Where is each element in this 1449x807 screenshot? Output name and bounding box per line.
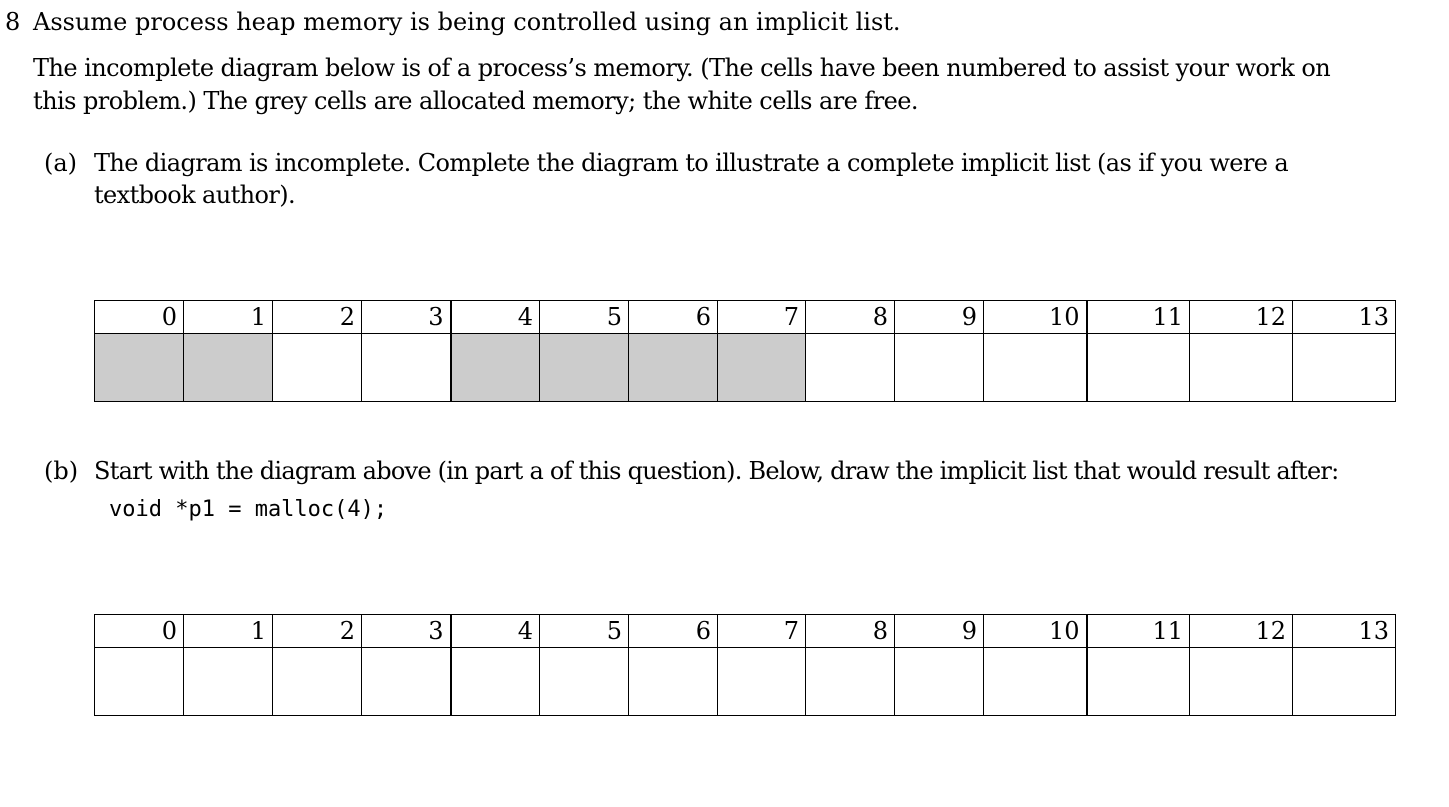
cell-number-10: 10 [984,301,1087,334]
memory-cell-2 [273,334,362,402]
memory-cell-0 [95,648,184,716]
memory-cell-12 [1190,334,1293,402]
cell-number-8: 8 [806,615,895,648]
memory-diagram-b [94,614,1396,716]
cell-number-13: 13 [1293,615,1396,648]
cell-number-6: 6 [629,301,718,334]
memory-cell-1 [184,648,273,716]
cell-number-1: 1 [184,615,273,648]
memory-cell-11 [1087,334,1190,402]
memory-cell-3 [362,334,451,402]
memory-cell-11 [1087,648,1190,716]
intro-line-2: this problem.) The grey cells are allocated memory; the white cells are free. [33,87,919,115]
cell-number-5: 5 [540,615,629,648]
memory-cell-10 [984,334,1087,402]
memory-cell-1 [184,334,273,402]
part-b-label: (b) [44,457,79,485]
memory-cell-6 [629,648,718,716]
cell-number-12: 12 [1190,615,1293,648]
part-a-label: (a) [44,149,78,177]
part-a-line-1: The diagram is incomplete. Complete the diagram to illustrate a complete implicit list (as if you were a [94,149,1289,177]
cell-number-7: 7 [718,301,806,334]
malloc-code: void *p1 = malloc(4); [109,497,388,522]
cell-number-3: 3 [362,615,451,648]
memory-cell-12 [1190,648,1293,716]
memory-cell-6 [629,334,718,402]
memory-cell-8 [806,648,895,716]
memory-cell-4 [451,334,540,402]
part-a-line-2: textbook author). [94,181,296,209]
cell-number-0: 0 [95,615,184,648]
cell-number-11: 11 [1087,301,1190,334]
cell-number-2: 2 [273,615,362,648]
question-number: 8 [5,8,21,36]
memory-cell-7 [718,648,806,716]
cell-number-1: 1 [184,301,273,334]
cell-number-5: 5 [540,301,629,334]
cell-number-13: 13 [1293,301,1396,334]
intro-line-1: The incomplete diagram below is of a process’s memory. (The cells have been numbered to assist your work on [33,54,1331,82]
memory-cell-3 [362,648,451,716]
memory-cell-13 [1293,334,1396,402]
memory-cell-5 [540,648,629,716]
cell-number-row [95,301,1396,334]
cell-number-2: 2 [273,301,362,334]
cell-number-4: 4 [451,615,540,648]
cell-number-9: 9 [895,301,984,334]
memory-cell-8 [806,334,895,402]
memory-cell-4 [451,648,540,716]
memory-cell-row [95,334,1396,402]
cell-number-6: 6 [629,615,718,648]
cell-number-7: 7 [718,615,806,648]
cell-number-9: 9 [895,615,984,648]
cell-number-row [95,615,1396,648]
memory-cell-2 [273,648,362,716]
memory-cell-row [95,648,1396,716]
part-b-line-1: Start with the diagram above (in part a of this question). Below, draw the implicit list that would result after: [94,457,1339,485]
cell-number-4: 4 [451,301,540,334]
cell-number-3: 3 [362,301,451,334]
cell-number-12: 12 [1190,301,1293,334]
memory-cell-7 [718,334,806,402]
memory-cell-10 [984,648,1087,716]
cell-number-11: 11 [1087,615,1190,648]
memory-cell-13 [1293,648,1396,716]
cell-number-0: 0 [95,301,184,334]
cell-number-8: 8 [806,301,895,334]
memory-cell-0 [95,334,184,402]
memory-cell-5 [540,334,629,402]
memory-cell-9 [895,648,984,716]
question-statement: Assume process heap memory is being controlled using an implicit list. [33,8,901,36]
memory-cell-9 [895,334,984,402]
cell-number-10: 10 [984,615,1087,648]
memory-diagram-a [94,300,1396,402]
